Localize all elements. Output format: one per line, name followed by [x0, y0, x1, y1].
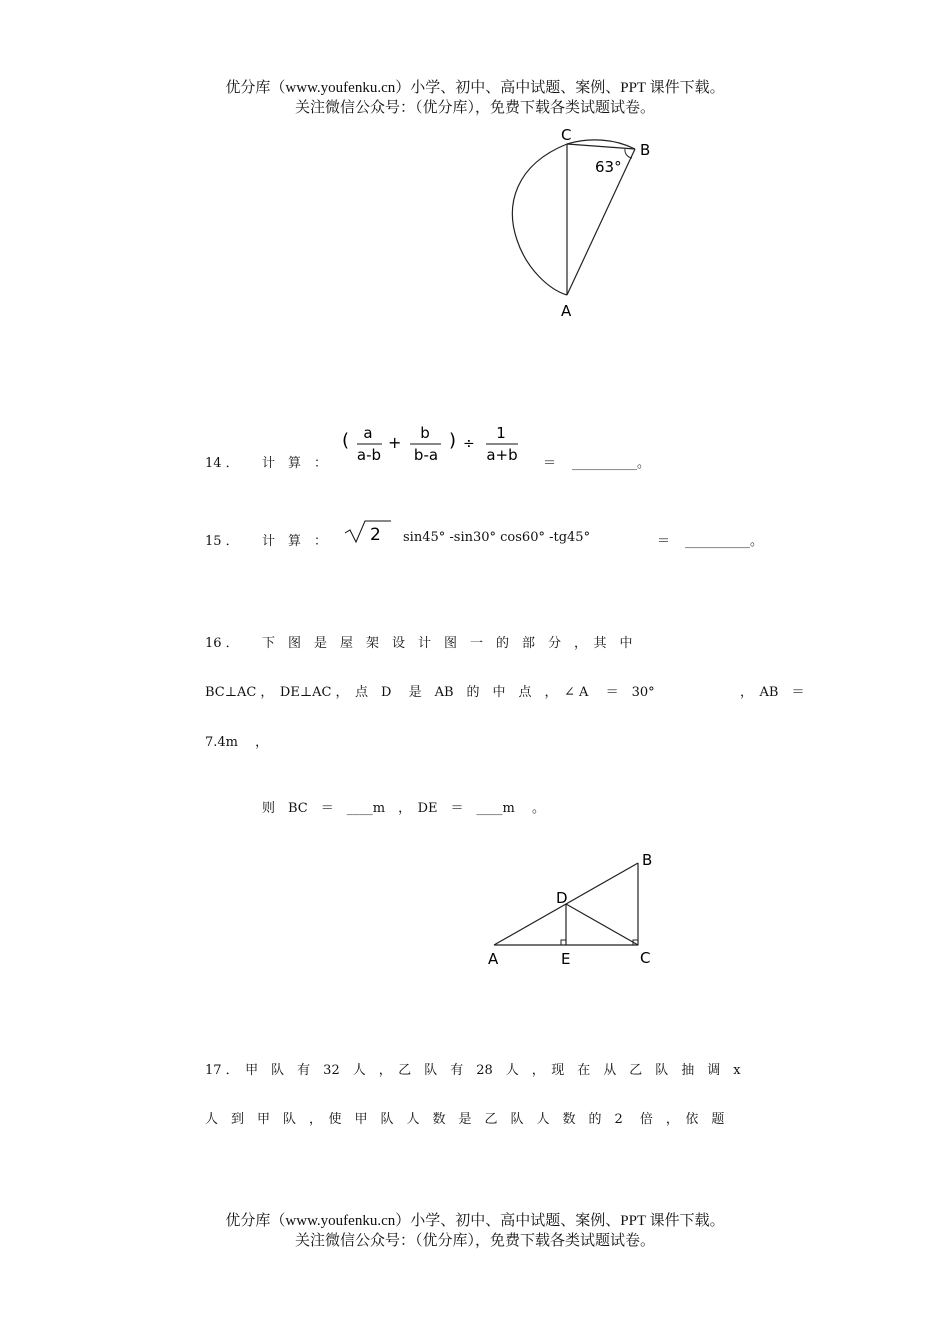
q14-plus: + [388, 433, 402, 452]
label-b: B [642, 851, 653, 869]
q15-prompt: 计 算 ： [262, 534, 328, 549]
q14-frac2-den: b-a [413, 446, 439, 464]
q17-line-2: 人 到 甲 队 ， 使 甲 队 人 数 是 乙 队 人 数 的 2 倍 ， 依 题 [205, 1112, 725, 1127]
q16-line-1: 下 图 是 屋 架 设 计 图 一 的 部 分 ， 其 中 [262, 636, 633, 651]
q15-answer-blank: __________。 [685, 534, 764, 549]
label-b: B [640, 141, 651, 159]
q15-sqrt [343, 518, 395, 546]
label-c: C [561, 126, 572, 144]
q14-frac2-num: b [420, 424, 430, 442]
q16-line-3: 7.4m ， [205, 735, 269, 750]
q14-formula [340, 420, 540, 470]
figure-roof-truss [480, 845, 660, 975]
angle-63-label: 63° [595, 158, 622, 176]
q16-line-2b: ， AB ＝ [740, 685, 805, 700]
footer-line-1: 优分库（www.youfenku.cn）小学、初中、高中试题、案例、PPT 课件下载。 [225, 1213, 725, 1229]
header-line-2: 关注微信公众号：（优分库），免费下载各类试题试卷。 [294, 100, 655, 116]
q15-equals: ＝ [657, 534, 671, 549]
segment-dc [566, 904, 638, 945]
q14-lparen: ( [342, 430, 350, 451]
q14-frac3-den: a+b [486, 446, 518, 464]
footer-line-2: 关注微信公众号：（优分库），免费下载各类试题试卷。 [294, 1233, 655, 1249]
q16-line-4: 则 BC ＝ ____m ， DE ＝ ____m 。 [262, 801, 545, 816]
q14-div: ÷ [463, 436, 475, 452]
label-c: C [640, 949, 651, 967]
q14-answer-blank: __________。 [572, 456, 651, 471]
q14-rparen: ) [449, 430, 457, 451]
q17-line-1: 17 ． 甲 队 有 32 人 ， 乙 队 有 28 人 ， 现 在 从 乙 队 抽 调 x [205, 1063, 741, 1078]
label-d: D [556, 889, 568, 907]
q14-frac1-den: a-b [356, 446, 382, 464]
right-angle-e [561, 940, 566, 945]
figure-circle-triangle [505, 125, 665, 325]
header-line-1: 优分库（www.youfenku.cn）小学、初中、高中试题、案例、PPT 课件下载。 [225, 80, 725, 96]
q14-frac1-num: a [363, 424, 373, 442]
q15-number: 15 ． [205, 534, 239, 549]
q14-equals: ＝ [543, 456, 557, 471]
label-a: A [488, 950, 499, 968]
q14-number: 14 ． [205, 456, 239, 471]
sqrt-symbol [345, 521, 391, 542]
q16-number: 16 ． [205, 636, 239, 651]
label-a: A [561, 302, 572, 320]
page-footer [0, 1211, 950, 1251]
label-e: E [561, 950, 571, 968]
page-header [0, 78, 950, 118]
q14-frac3-num: 1 [496, 424, 506, 442]
q15-sqrt-arg: 2 [370, 525, 381, 545]
semicircle-arc [512, 144, 567, 295]
q14-prompt: 计 算 ： [262, 456, 328, 471]
q16-line-2a: BC⊥AC ， DE⊥AC ， 点 D 是 AB 的 中 点 ， ∠ A ＝ 30° [205, 685, 655, 700]
q15-expression: sin45° -sin30° cos60° -tg45° [403, 530, 591, 545]
